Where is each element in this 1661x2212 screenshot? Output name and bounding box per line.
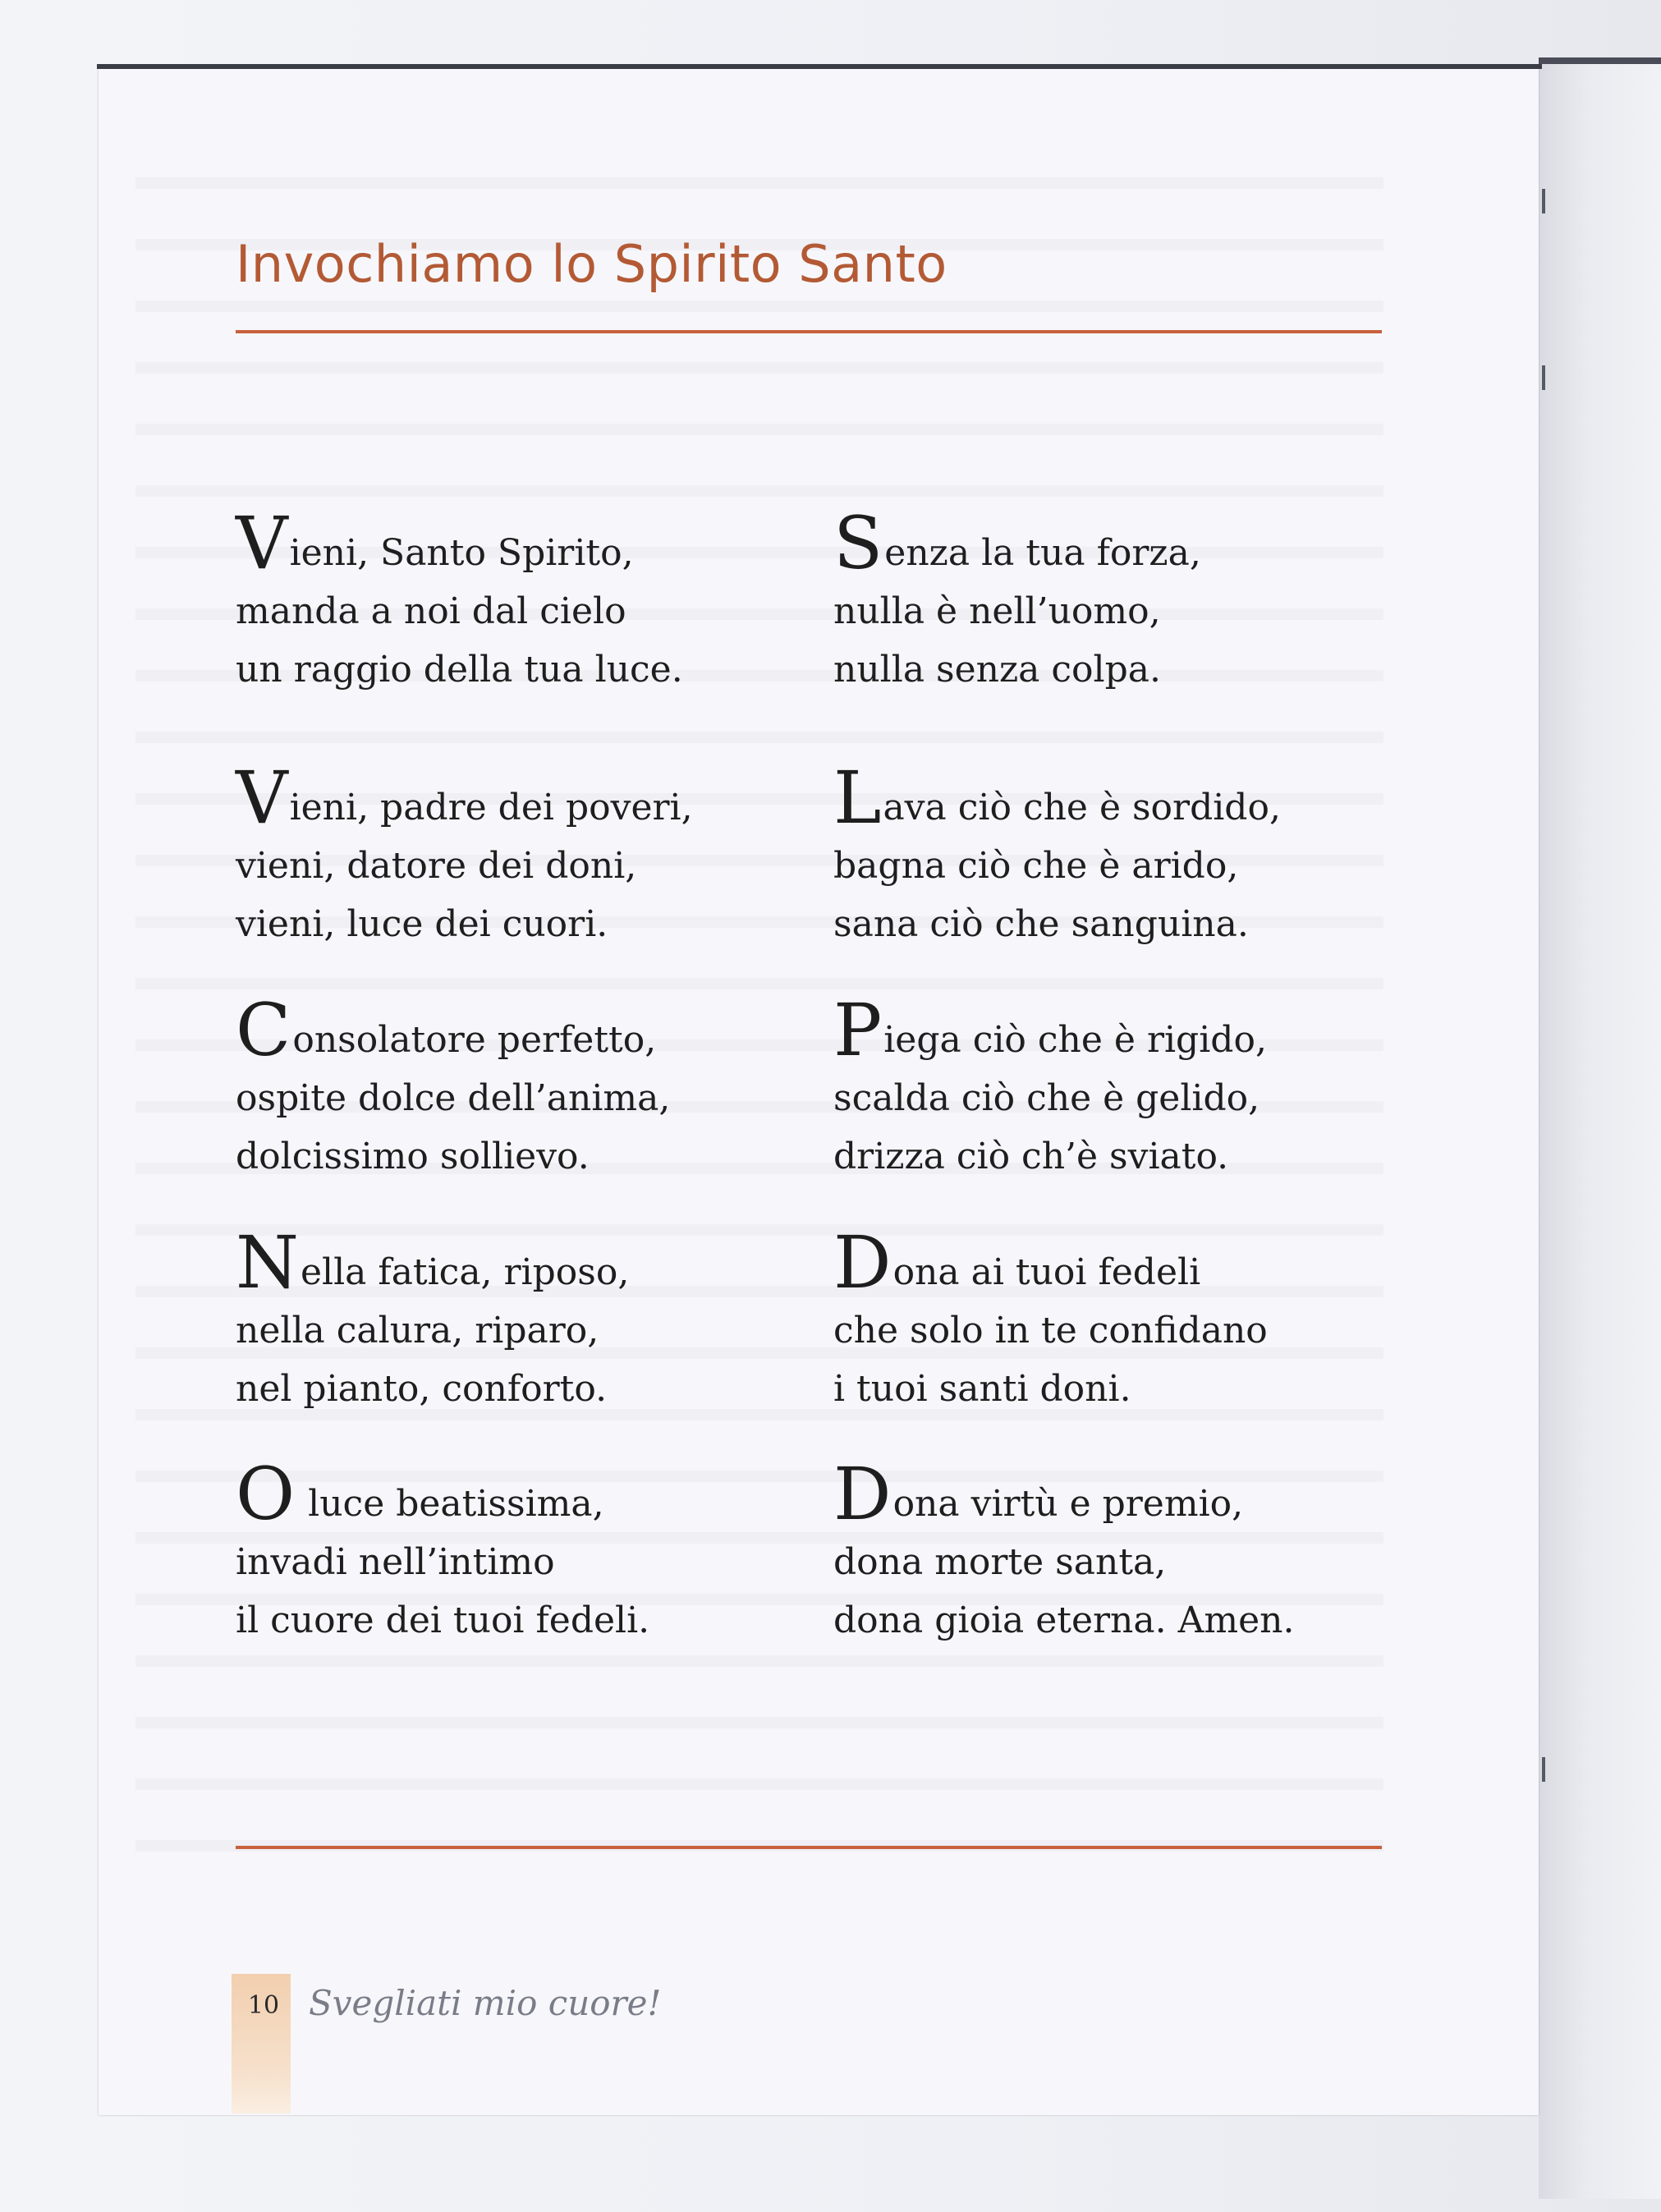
verse-line: dona gioia eterna. Amen.: [833, 1599, 1295, 1641]
verse-line: vieni, luce dei cuori.: [236, 903, 608, 945]
verse-line: Senza la tua forza,: [833, 501, 1201, 585]
verse-line: Dona ai tuoi fedeli: [833, 1220, 1201, 1305]
verse-line: drizza ciò ch’è sviato.: [833, 1136, 1229, 1177]
drop-cap: P: [833, 988, 883, 1072]
verse-line: Vieni, padre dei poveri,: [236, 755, 693, 840]
binding-mark: [1542, 189, 1545, 213]
drop-cap: D: [833, 1452, 892, 1536]
verse-line: dolcissimo sollievo.: [236, 1136, 590, 1177]
verse-line: ospite dolce dell’anima,: [236, 1077, 671, 1119]
verse-line: nulla è nell’uomo,: [833, 590, 1161, 632]
page-top-edge: [97, 64, 1542, 69]
verse-line: il cuore dei tuoi fedeli.: [236, 1599, 650, 1641]
verse-line: Nella fatica, riposo,: [236, 1220, 630, 1305]
drop-cap: D: [833, 1220, 892, 1305]
stanza-left-5: [236, 1452, 810, 1650]
drop-cap: L: [833, 755, 882, 840]
drop-cap: O: [236, 1452, 296, 1536]
stanza-right-4: [833, 1220, 1408, 1418]
verse-line: scalda ciò che è gelido,: [833, 1077, 1260, 1119]
verse-line: i tuoi santi doni.: [833, 1368, 1131, 1410]
adjacent-page-edge: [1539, 64, 1661, 2199]
verse-line: Vieni, Santo Spirito,: [236, 501, 634, 585]
stanza-left-3: [236, 988, 810, 1186]
verse-line: nulla senza colpa.: [833, 649, 1161, 691]
drop-cap: N: [236, 1220, 299, 1305]
running-title: Svegliati mio cuore!: [309, 1983, 662, 2023]
verse-line: Piega ciò che è rigido,: [833, 988, 1267, 1072]
verse-line: nella calura, riparo,: [236, 1310, 599, 1352]
drop-cap: V: [236, 755, 288, 840]
stanza-left-2: [236, 755, 810, 953]
verse-line: un raggio della tua luce.: [236, 649, 683, 691]
stanza-right-5: [833, 1452, 1408, 1650]
verse-line: Dona virtù e premio,: [833, 1452, 1244, 1536]
binding-mark: [1542, 1757, 1545, 1782]
stanza-left-1: [236, 501, 810, 699]
page-number: 10: [247, 1991, 280, 2020]
bottom-rule: [236, 1846, 1382, 1849]
verse-line: invadi nell’intimo: [236, 1541, 555, 1583]
drop-cap: C: [236, 988, 291, 1072]
page-title: Invochiamo lo Spirito Santo: [236, 234, 948, 294]
verse-line: che solo in te confidano: [833, 1310, 1268, 1352]
binding-mark: [1542, 365, 1545, 390]
verse-line: manda a noi dal cielo: [236, 590, 626, 632]
drop-cap: S: [833, 501, 883, 585]
verse-line: bagna ciò che è arido,: [833, 845, 1239, 887]
verse-line: O luce beatissima,: [236, 1452, 604, 1536]
title-rule: [236, 330, 1382, 333]
verse-line: sana ciò che sanguina.: [833, 903, 1249, 945]
verse-line: nel pianto, conforto.: [236, 1368, 608, 1410]
drop-cap: V: [236, 501, 288, 585]
verse-line: vieni, datore dei doni,: [236, 845, 637, 887]
verse-line: dona morte santa,: [833, 1541, 1167, 1583]
stanza-right-1: [833, 501, 1408, 699]
stanza-right-3: [833, 988, 1408, 1186]
stanza-left-4: [236, 1220, 810, 1418]
verse-line: Consolatore perfetto,: [236, 988, 657, 1072]
verse-line: Lava ciò che è sordido,: [833, 755, 1281, 840]
stanza-right-2: [833, 755, 1408, 953]
